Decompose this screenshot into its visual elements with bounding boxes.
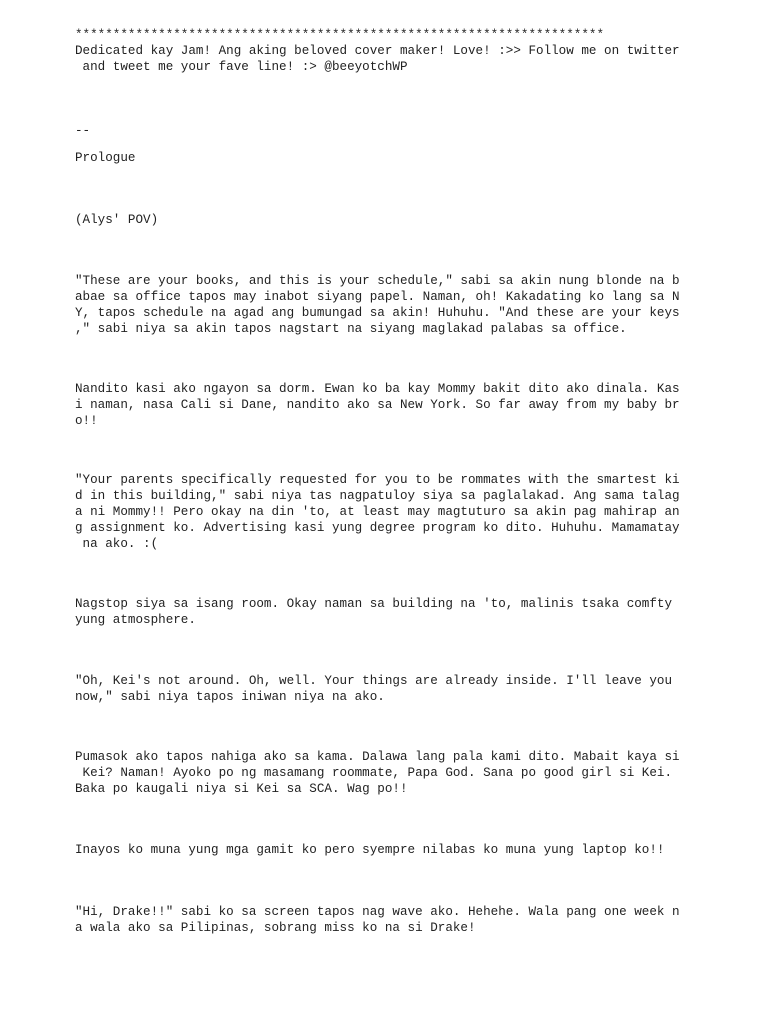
paragraph-line: Kei? Naman! Ayoko po ng masamang roommate, Papa God. Sana po good girl si Kei.	[75, 766, 673, 780]
paragraph-line: Baka po kaugali niya si Kei sa SCA. Wag po!!	[75, 782, 408, 796]
page-title	[75, 150, 135, 166]
separator-text: **********************************************************************	[75, 28, 605, 42]
paragraph-line: now," sabi niya tapos iniwan niya na ako.	[75, 690, 385, 704]
paragraph-line: a wala ako sa Pilipinas, sobrang miss ko na si Drake!	[75, 921, 476, 935]
dedication-line: and tweet me your fave line! :> @beeyotchWP	[75, 60, 408, 74]
paragraph-2	[75, 381, 680, 429]
paragraph-line: ," sabi niya sa akin tapos nagstart na siyang maglakad palabas sa office.	[75, 322, 627, 336]
separator-line	[75, 27, 604, 43]
paragraph-line: Y, tapos schedule na agad ang bumungad sa akin! Huhuhu. "And these are your keys	[75, 306, 680, 320]
prologue-heading: Prologue	[75, 151, 136, 165]
paragraph-5	[75, 673, 672, 705]
dash-text: --	[75, 124, 91, 138]
paragraph-8	[75, 904, 680, 936]
paragraph-line: "These are your books, and this is your schedule," sabi sa akin nung blonde na b	[75, 274, 680, 288]
paragraph-line: a ni Mommy!! Pero okay na din 'to, at least may magtuturo sa akin pag mahirap an	[75, 505, 680, 519]
paragraph-4	[75, 596, 672, 628]
pov-text: (Alys' POV)	[75, 213, 159, 227]
dash-divider	[75, 123, 90, 139]
paragraph-line: na ako. :(	[75, 537, 159, 551]
paragraph-1	[75, 273, 680, 337]
paragraph-line: Pumasok ako tapos nahiga ako sa kama. Dalawa lang pala kami dito. Mabait kaya si	[75, 750, 680, 764]
paragraph-line: Nandito kasi ako ngayon sa dorm. Ewan ko ba kay Mommy bakit dito ako dinala. Kas	[75, 382, 680, 396]
paragraph-6	[75, 749, 680, 797]
paragraph-line: Nagstop siya sa isang room. Okay naman sa building na 'to, malinis tsaka comfty	[75, 597, 673, 611]
paragraph-line: i naman, nasa Cali si Dane, nandito ako sa New York. So far away from my baby br	[75, 398, 680, 412]
pov-label	[75, 212, 158, 228]
paragraph-7	[75, 842, 664, 858]
dedication	[75, 43, 680, 75]
paragraph-line: "Your parents specifically requested for you to be rommates with the smartest ki	[75, 473, 680, 487]
paragraph-line: Inayos ko muna yung mga gamit ko pero syempre nilabas ko muna yung laptop ko!!	[75, 843, 665, 857]
paragraph-line: "Oh, Kei's not around. Oh, well. Your things are already inside. I'll leave you	[75, 674, 673, 688]
paragraph-line: "Hi, Drake!!" sabi ko sa screen tapos nag wave ako. Hehehe. Wala pang one week n	[75, 905, 680, 919]
paragraph-line: yung atmosphere.	[75, 613, 196, 627]
paragraph-line: g assignment ko. Advertising kasi yung degree program ko dito. Huhuhu. Mamamatay	[75, 521, 680, 535]
dedication-line: Dedicated kay Jam! Ang aking beloved cover maker! Love! :>> Follow me on twitter	[75, 44, 680, 58]
paragraph-3	[75, 472, 680, 552]
paragraph-line: o!!	[75, 414, 98, 428]
paragraph-line: d in this building," sabi niya tas nagpatuloy siya sa paglalakad. Ang sama talag	[75, 489, 680, 503]
paragraph-line: abae sa office tapos may inabot siyang papel. Naman, oh! Kakadating ko lang sa N	[75, 290, 680, 304]
